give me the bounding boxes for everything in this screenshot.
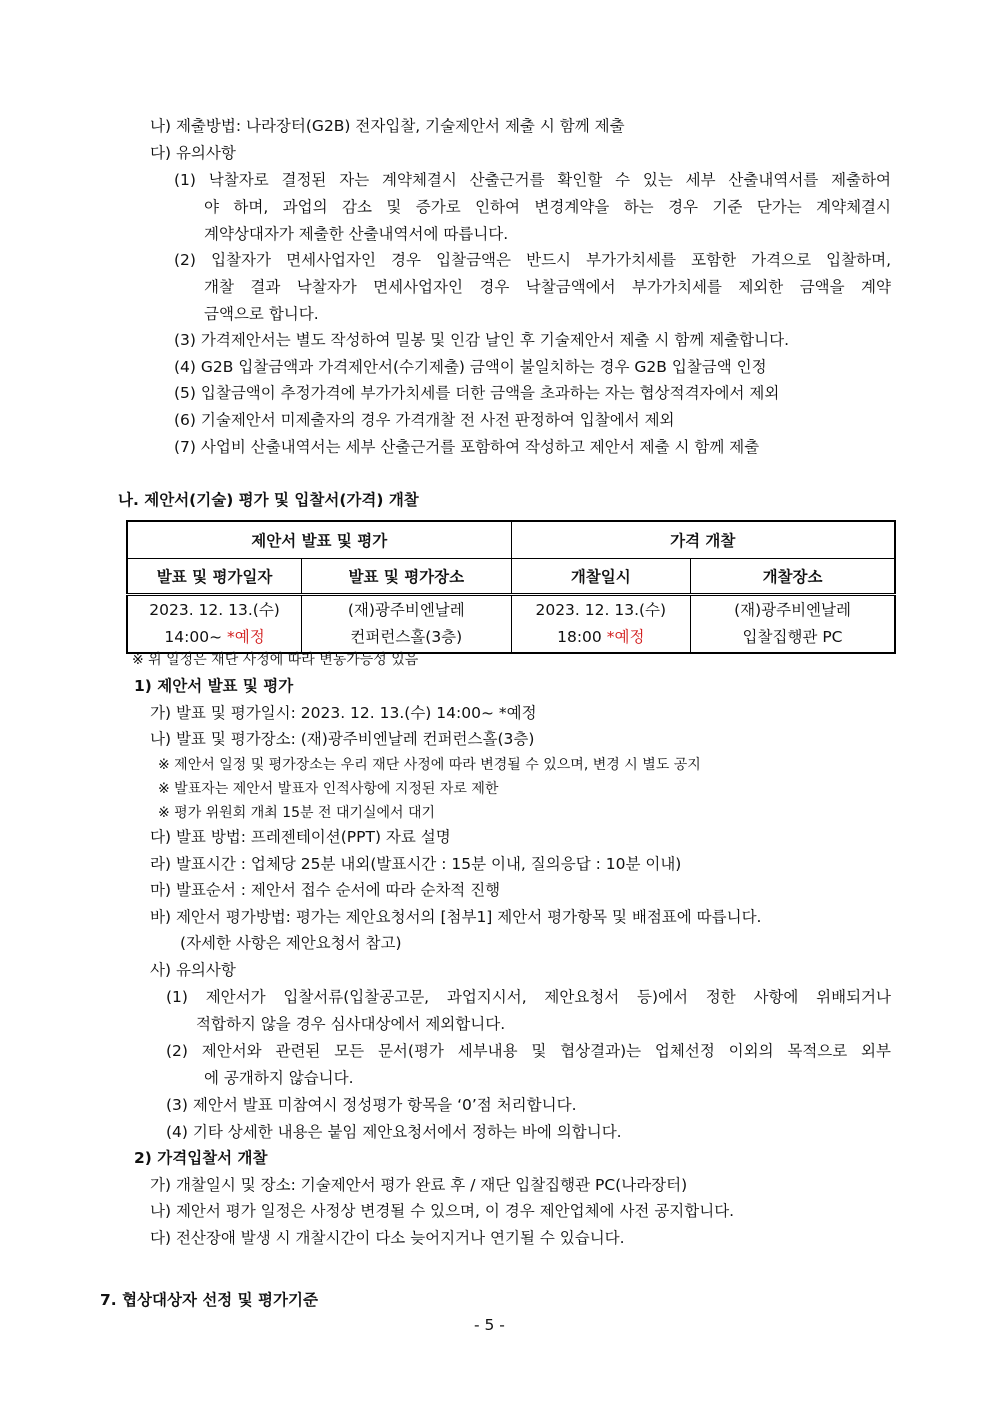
subsection-heading: 1) 제안서 발표 및 평가 — [134, 677, 294, 695]
table-group-header: 가격 개찰 — [511, 521, 895, 559]
text-line: (7) 사업비 산출내역서는 세부 산출근거를 포함하여 작성하고 제안서 제출 시 함께 제출 — [174, 438, 760, 456]
section-heading: 나. 제안서(기술) 평가 및 입찰서(가격) 개찰 — [118, 491, 419, 509]
text-line: 다) 유의사항 — [150, 144, 236, 162]
text-line: 적합하지 않을 경우 심사대상에서 제외합니다. — [196, 1015, 506, 1033]
text-line: (5) 입찰금액이 추정가격에 부가가치세를 더한 금액을 초과하는 자는 협상적격자에서 제외 — [174, 384, 780, 402]
text-line: (3) 가격제안서는 별도 작성하여 밀봉 및 인감 날인 후 기술제안서 제출 시 함께 제출합니다. — [174, 331, 789, 349]
text-line: 에 공개하지 않습니다. — [204, 1069, 354, 1087]
section-heading: 7. 협상대상자 선정 및 평가기준 — [100, 1291, 318, 1309]
table-cell — [127, 595, 302, 654]
text-line: 나) 발표 및 평가장소: (재)광주비엔날레 컨퍼런스홀(3층) — [150, 730, 535, 748]
tentative-note: *예정 — [606, 628, 645, 646]
note-line: ※ 평가 위원회 개최 15분 전 대기실에서 대기 — [158, 805, 436, 821]
text-line: 개찰 결과 낙찰자가 면세사업자인 경우 낙찰금액에서 부가가치세를 제외한 금액을 계약 — [204, 278, 891, 296]
text-line: (자세한 사항은 제안요청서 참고) — [180, 934, 402, 952]
cell-line — [128, 624, 301, 651]
cell-line: 입찰집행관 PC — [742, 628, 843, 646]
text-line: (6) 기술제안서 미제출자의 경우 가격개찰 전 사전 판정하여 입찰에서 제외 — [174, 411, 675, 429]
tentative-note: *예정 — [227, 628, 265, 646]
cell-line — [512, 624, 691, 651]
note-line: ※ 발표자는 제안서 발표자 인적사항에 지정된 자로 제한 — [158, 781, 499, 797]
text-line: (1) 낙찰자로 결정된 자는 계약체결시 산출근거를 확인할 수 있는 세부 산출내역서를 제출하여 — [174, 171, 891, 189]
cell-line: 컨퍼런스홀(3층) — [350, 628, 463, 646]
text-line: (2) 입찰자가 면세사업자인 경우 입찰금액은 반드시 부가가치세를 포함한 가격으로 입찰하며, — [174, 251, 891, 269]
subsection-heading: 2) 가격입찰서 개찰 — [134, 1149, 268, 1167]
text-line: (2) 제안서와 관련된 모든 문서(평가 세부내용 및 협상결과)는 업체선정 이외의 목적으로 외부 — [166, 1042, 891, 1060]
text-line: 금액으로 합니다. — [204, 305, 319, 323]
cell-time: 14:00~ — [164, 628, 223, 646]
cell-line: 2023. 12. 13.(수) — [535, 601, 667, 619]
text-line: 다) 발표 방법: 프레젠테이션(PPT) 자료 설명 — [150, 828, 451, 846]
text-line: 라) 발표시간 : 업체당 25분 내외(발표시간 : 15분 이내, 질의응답 : 10분 이내) — [150, 855, 682, 873]
page-number: - 5 - — [474, 1316, 505, 1334]
table-column-header: 개찰일시 — [511, 559, 691, 595]
text-line: (4) G2B 입찰금액과 가격제안서(수기제출) 금액이 불일치하는 경우 G2B 입찰금액 인정 — [174, 358, 767, 376]
table-column-header: 발표 및 평가일자 — [127, 559, 302, 595]
text-line: 나) 제출방법: 나라장터(G2B) 전자입찰, 기술제안서 제출 시 함께 제출 — [150, 117, 625, 135]
text-line: 바) 제안서 평가방법: 평가는 제안요청서의 [첨부1] 제안서 평가항목 및 배점표에 따릅니다. — [150, 908, 762, 926]
text-line: (4) 기타 상세한 내용은 붙임 제안요청서에서 정하는 바에 의합니다. — [166, 1123, 622, 1141]
text-line: 다) 전산장애 발생 시 개찰시간이 다소 늦어지거나 연기될 수 있습니다. — [150, 1229, 625, 1247]
text-line: 나) 제안서 평가 일정은 사정상 변경될 수 있으며, 이 경우 제안업체에 사전 공지합니다. — [150, 1202, 735, 1220]
text-line: 가) 개찰일시 및 장소: 기술제안서 평가 완료 후 / 재단 입찰집행관 PC(나라장터) — [150, 1176, 688, 1194]
schedule-table — [126, 520, 896, 654]
table-cell — [511, 595, 691, 654]
table-cell — [302, 595, 511, 654]
table-group-header: 제안서 발표 및 평가 — [127, 521, 511, 559]
table-column-header: 발표 및 평가장소 — [302, 559, 511, 595]
cell-line: (재)광주비엔날레 — [734, 601, 851, 619]
cell-time: 18:00 — [557, 628, 602, 646]
text-line: (1) 제안서가 입찰서류(입찰공고문, 과업지시서, 제안요청서 등)에서 정한 사항에 위배되거나 — [166, 988, 891, 1006]
note-line: ※ 위 일정은 재단 사정에 따라 변동가능성 있음 — [132, 652, 419, 668]
text-line: 마) 발표순서 : 제안서 접수 순서에 따라 순차적 진행 — [150, 881, 501, 899]
text-line: 야 하며, 과업의 감소 및 증가로 인하여 변경계약을 하는 경우 기준 단가는 계약체결시 — [204, 198, 891, 216]
text-line: 사) 유의사항 — [150, 961, 236, 979]
cell-line: 2023. 12. 13.(수) — [149, 601, 280, 619]
note-line: ※ 제안서 일정 및 평가장소는 우리 재단 사정에 따라 변경될 수 있으며, 변경 시 별도 공지 — [158, 757, 701, 773]
text-line: (3) 제안서 발표 미참여시 정성평가 항목을 ‘0’점 처리합니다. — [166, 1096, 577, 1114]
text-line: 계약상대자가 제출한 산출내역서에 따릅니다. — [204, 225, 509, 243]
cell-line: (재)광주비엔날레 — [347, 601, 465, 619]
text-line: 가) 발표 및 평가일시: 2023. 12. 13.(수) 14:00~ *예정 — [150, 704, 537, 722]
table-column-header: 개찰장소 — [691, 559, 895, 595]
table-cell — [691, 595, 895, 654]
